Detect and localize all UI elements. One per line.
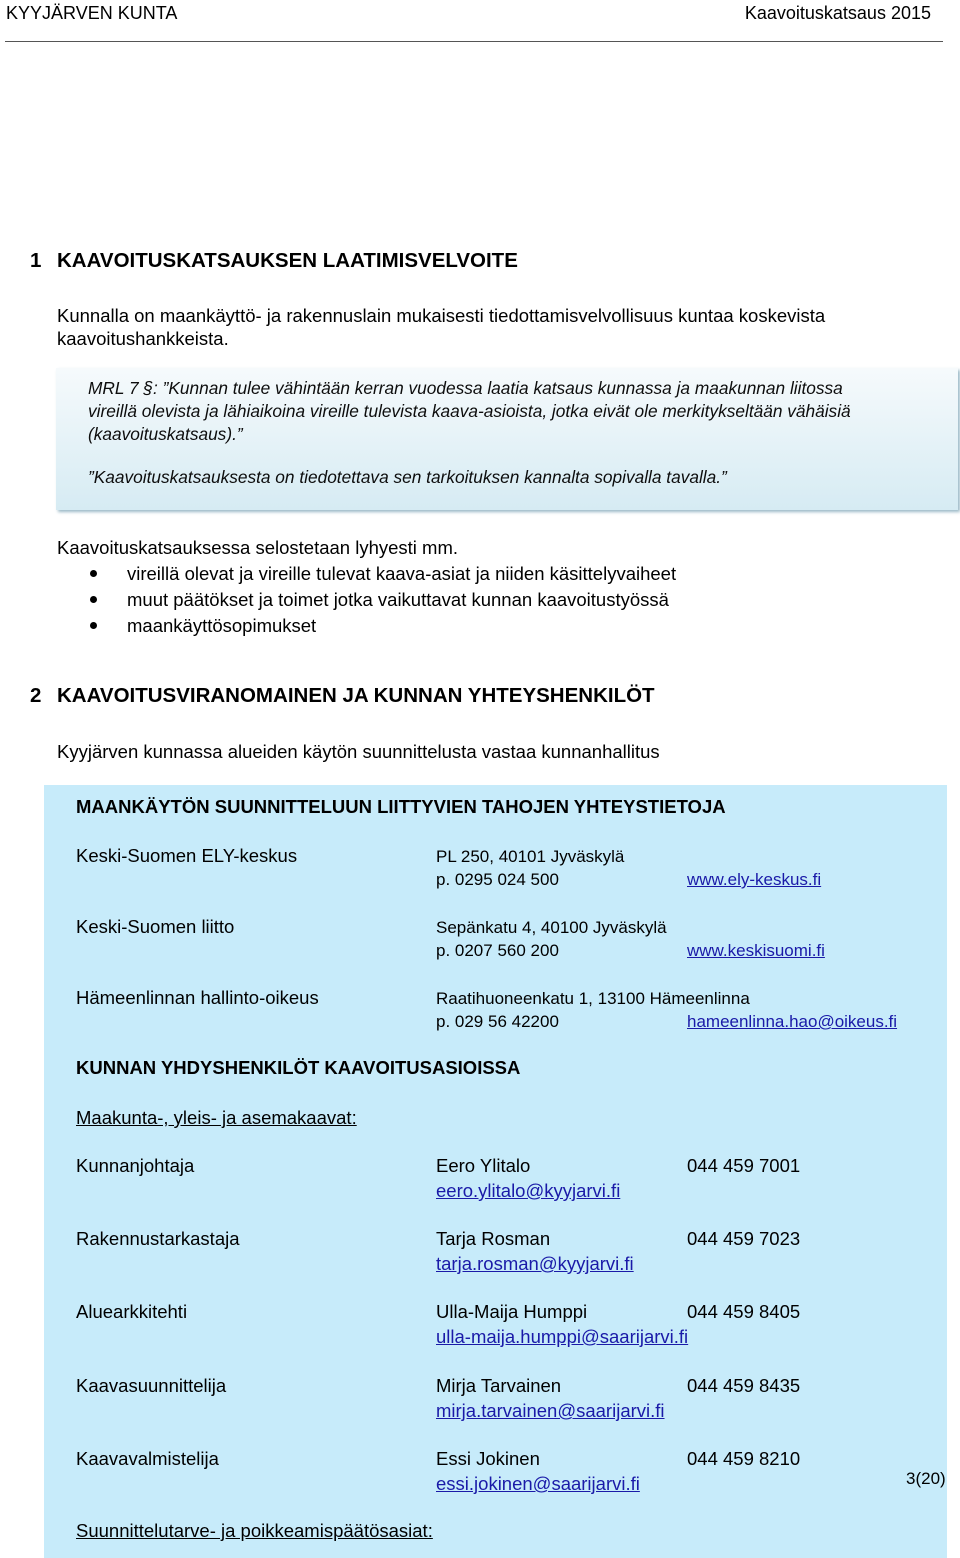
person-email-link[interactable]: eero.ylitalo@kyyjarvi.fi <box>436 1180 621 1201</box>
header-rule <box>5 41 943 42</box>
org-name: Hämeenlinnan hallinto-oikeus <box>76 987 319 1008</box>
person-phone: 044 459 8405 <box>687 1301 801 1322</box>
person-name: Mirja Tarvainen <box>436 1375 562 1396</box>
header-document-title: Kaavoituskatsaus 2015 <box>744 3 931 23</box>
quote-line3: (kaavoituskatsaus).” <box>88 424 243 444</box>
person-email-link[interactable]: essi.jokinen@saarijarvi.fi <box>436 1473 640 1494</box>
quote-line2: vireillä olevista ja lähiaikoina vireille tulevista kaava-asioista, jotka eivät ole merkitykseltään vähäisiä <box>88 401 851 421</box>
person-name: Ulla-Maija Humppi <box>436 1301 588 1322</box>
section1-heading: KAAVOITUSKATSAUKSEN LAATIMISVELVOITE <box>57 249 518 272</box>
person-email-link[interactable]: ulla-maija.humppi@saarijarvi.fi <box>436 1326 689 1347</box>
header-municipality: KYYJÄRVEN KUNTA <box>6 3 178 23</box>
org-address: Raatihuoneenkatu 1, 13100 Hämeenlinna <box>436 989 750 1008</box>
org-address: PL 250, 40101 Jyväskylä <box>436 847 625 866</box>
person-name: Eero Ylitalo <box>436 1155 531 1176</box>
section2-heading: KAAVOITUSVIRANOMAINEN JA KUNNAN YHTEYSHENKILÖT <box>57 684 655 707</box>
person-phone: 044 459 7001 <box>687 1155 801 1176</box>
section1-paragraph-line1: Kunnalla on maankäyttö- ja rakennuslain mukaisesti tiedottamisvelvollisuus kuntaa koskevista <box>57 305 826 326</box>
bullet-marker <box>90 570 97 577</box>
list-item: maankäyttösopimukset <box>127 615 317 636</box>
person-role: Kaavasuunnittelija <box>76 1375 227 1396</box>
section1-number: 1 <box>30 249 42 272</box>
person-phone: 044 459 8210 <box>687 1448 801 1469</box>
org-name: Keski-Suomen ELY-keskus <box>76 845 298 866</box>
person-name: Tarja Rosman <box>436 1228 551 1249</box>
quote-line1: MRL 7 §: ”Kunnan tulee vähintään kerran vuodessa laatia katsaus kunnassa ja maakunnan liitossa <box>88 378 843 398</box>
org-website-link[interactable]: www.ely-keskus.fi <box>687 870 822 889</box>
person-role: Rakennustarkastaja <box>76 1228 240 1249</box>
bullet-marker <box>90 622 97 629</box>
person-email-link[interactable]: tarja.rosman@kyyjarvi.fi <box>436 1253 634 1274</box>
section2-number: 2 <box>30 684 42 707</box>
section1-paragraph-line2: kaavoitushankkeista. <box>57 328 229 349</box>
planning-subheading: Suunnittelutarve- ja poikkeamispäätösasiat: <box>76 1520 433 1541</box>
person-phone: 044 459 8435 <box>687 1375 801 1396</box>
person-role: Kunnanjohtaja <box>76 1155 195 1176</box>
person-name: Essi Jokinen <box>436 1448 540 1469</box>
contacts-heading: MAANKÄYTÖN SUUNNITTELUUN LIITTYVIEN TAHOJEN YHTEYSTIETOJA <box>76 796 726 817</box>
org-email-link[interactable]: hameenlinna.hao@oikeus.fi <box>687 1012 898 1031</box>
org-phone: p. 0207 560 200 <box>436 941 559 960</box>
org-name: Keski-Suomen liitto <box>76 916 235 937</box>
section2-paragraph: Kyyjärven kunnassa alueiden käytön suunnittelusta vastaa kunnanhallitus <box>57 741 660 762</box>
org-phone: p. 029 56 42200 <box>436 1012 559 1031</box>
list-item: vireillä olevat ja vireille tulevat kaava-asiat ja niiden käsittelyvaiheet <box>127 563 677 584</box>
list-item: muut päätökset ja toimet jotka vaikuttavat kunnan kaavoitustyössä <box>127 589 669 610</box>
org-phone: p. 0295 024 500 <box>436 870 559 889</box>
quote-line4: ”Kaavoituskatsauksesta on tiedotettava sen tarkoituksen kannalta sopivalla tavalla.” <box>88 467 727 487</box>
plans-subheading: Maakunta-, yleis- ja asemakaavat: <box>76 1107 357 1128</box>
org-website-link[interactable]: www.keskisuomi.fi <box>687 941 825 960</box>
list-intro: Kaavoituskatsauksessa selostetaan lyhyesti mm. <box>57 537 459 558</box>
person-email-link[interactable]: mirja.tarvainen@saarijarvi.fi <box>436 1400 665 1421</box>
person-role: Aluearkkitehti <box>76 1301 188 1322</box>
bullet-marker <box>90 596 97 603</box>
person-role: Kaavavalmistelija <box>76 1448 219 1469</box>
municipal-contacts-heading: KUNNAN YHDYSHENKILÖT KAAVOITUSASIOISSA <box>76 1057 521 1078</box>
person-phone: 044 459 7023 <box>687 1228 801 1249</box>
org-address: Sepänkatu 4, 40100 Jyväskylä <box>436 918 667 937</box>
page-number: 3(20) <box>906 1469 946 1488</box>
